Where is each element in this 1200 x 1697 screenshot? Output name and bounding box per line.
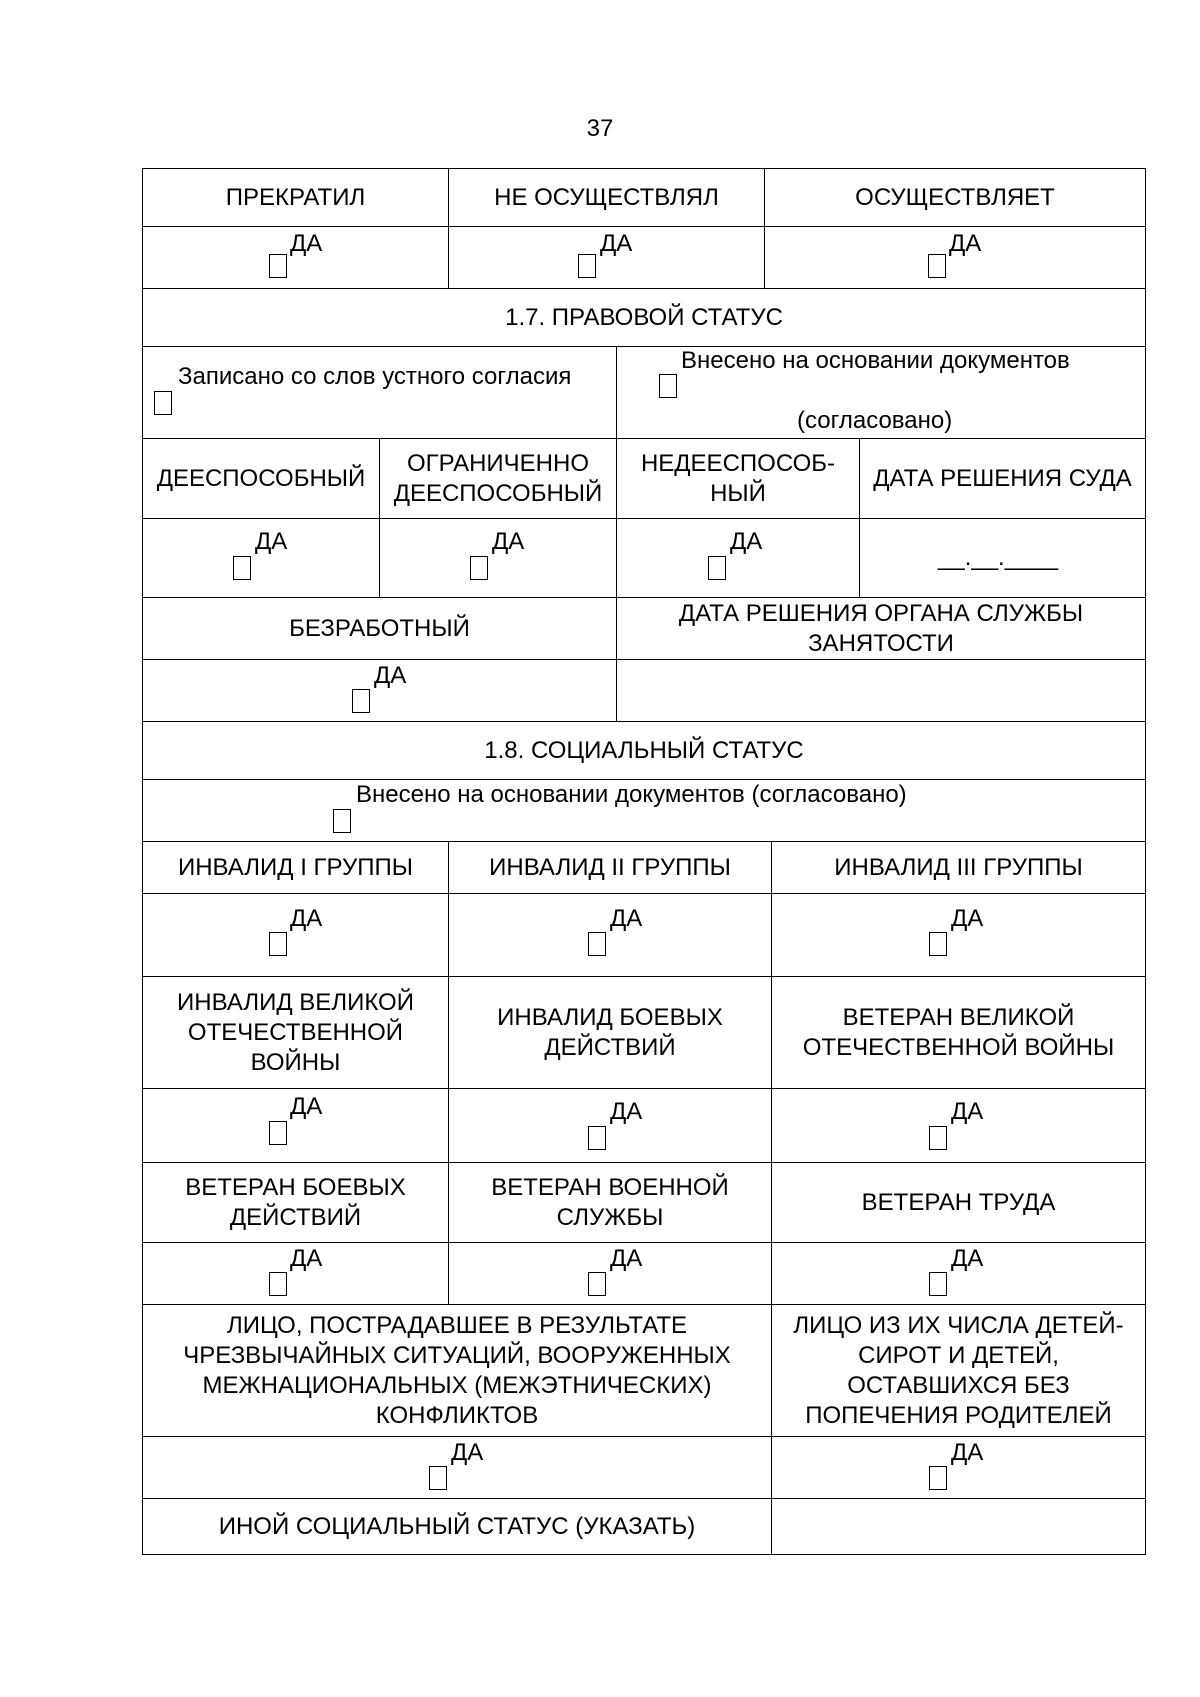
limited-capable-cell <box>380 519 617 597</box>
labor-veteran-checkbox[interactable] <box>929 1272 947 1296</box>
table-row <box>142 288 1146 346</box>
incapable-cell <box>617 519 860 597</box>
combat-veteran-cell <box>143 1243 449 1304</box>
header-wwii-disabled: ИНВАЛИД ВЕЛИКОЙ ОТЕЧЕСТВЕННОЙ ВОЙНЫ <box>143 977 449 1088</box>
header-stopped: ПРЕКРАТИЛ <box>143 169 449 226</box>
performs-cell <box>765 227 1146 288</box>
yes-label: ДА <box>610 1245 643 1272</box>
form-table <box>142 168 1146 1555</box>
header-capable: ДЕЕСПОСОБНЫЙ <box>143 439 380 518</box>
header-combat-veteran: ВЕТЕРАН БОЕВЫХ ДЕЙСТВИЙ <box>143 1163 449 1242</box>
table-row <box>142 1436 1146 1498</box>
yes-label: ДА <box>600 230 633 257</box>
table-row <box>142 1162 1146 1242</box>
yes-label: ДА <box>290 230 323 257</box>
capable-cell <box>143 519 380 597</box>
header-wwii-veteran: ВЕТЕРАН ВЕЛИКОЙ ОТЕЧЕСТВЕННОЙ ВОЙНЫ <box>772 977 1146 1088</box>
limited-capable-checkbox[interactable] <box>470 556 488 580</box>
other-status-field[interactable] <box>772 1499 1146 1554</box>
yes-label: ДА <box>492 528 525 555</box>
social-docs-checkbox[interactable] <box>333 809 351 833</box>
yes-label: ДА <box>951 905 984 932</box>
yes-label: ДА <box>290 905 323 932</box>
unemployed-cell <box>143 660 617 721</box>
docs-consent-checkbox[interactable] <box>659 374 677 398</box>
oral-consent-checkbox[interactable] <box>154 391 172 415</box>
orphan-cell <box>772 1437 1146 1498</box>
labor-veteran-cell <box>772 1243 1146 1304</box>
table-row <box>142 976 1146 1088</box>
yes-label: ДА <box>451 1439 484 1466</box>
yes-label: ДА <box>610 905 643 932</box>
yes-label: ДА <box>951 1098 984 1125</box>
social-docs-cell <box>143 780 1146 841</box>
wwii-veteran-cell <box>772 1089 1146 1162</box>
table-row <box>142 597 1146 659</box>
oral-consent-label: Записано со слов устного согласия <box>178 363 572 390</box>
military-veteran-cell <box>449 1243 772 1304</box>
yes-label: ДА <box>949 230 982 257</box>
header-orphan: ЛИЦО ИЗ ИХ ЧИСЛА ДЕТЕЙ-СИРОТ И ДЕТЕЙ, ОСТАВШИХСЯ БЕЗ ПОПЕЧЕНИЯ РОДИТЕЛЕЙ <box>772 1305 1146 1436</box>
yes-label: ДА <box>374 662 407 689</box>
emergency-victim-cell <box>143 1437 772 1498</box>
table-row <box>142 1498 1146 1555</box>
header-incapable: НЕДЕЕСПОСОБ-НЫЙ <box>617 439 860 518</box>
yes-label: ДА <box>730 528 763 555</box>
stopped-checkbox[interactable] <box>269 254 287 278</box>
wwii-disabled-checkbox[interactable] <box>269 1121 287 1145</box>
table-row <box>142 841 1146 893</box>
docs-consent-cell <box>617 347 1146 438</box>
page-number: 37 <box>586 115 614 142</box>
disabled-1-cell <box>143 894 449 976</box>
section-title-social: 1.8. СОЦИАЛЬНЫЙ СТАТУС <box>143 722 1146 779</box>
table-row <box>142 438 1146 518</box>
yes-label: ДА <box>255 528 288 555</box>
incapable-checkbox[interactable] <box>708 556 726 580</box>
table-row <box>142 659 1146 721</box>
header-labor-veteran: ВЕТЕРАН ТРУДА <box>772 1163 1146 1242</box>
wwii-disabled-cell <box>143 1089 449 1162</box>
disabled-2-checkbox[interactable] <box>588 932 606 956</box>
emergency-victim-checkbox[interactable] <box>429 1466 447 1490</box>
combat-disabled-checkbox[interactable] <box>588 1126 606 1150</box>
disabled-1-checkbox[interactable] <box>269 932 287 956</box>
table-row <box>142 1088 1146 1162</box>
employment-date-field[interactable] <box>617 660 1146 721</box>
social-docs-label: Внесено на основании документов (согласовано) <box>356 781 907 808</box>
header-disabled-1: ИНВАЛИД I ГРУППЫ <box>143 842 449 893</box>
not-performed-cell <box>449 227 765 288</box>
capable-checkbox[interactable] <box>233 556 251 580</box>
section-title-legal: 1.7. ПРАВОВОЙ СТАТУС <box>143 289 1146 346</box>
disabled-2-cell <box>449 894 772 976</box>
header-limited-capable: ОГРАНИЧЕННО ДЕЕСПОСОБНЫЙ <box>380 439 617 518</box>
wwii-veteran-checkbox[interactable] <box>929 1126 947 1150</box>
header-court-date: ДАТА РЕШЕНИЯ СУДА <box>860 439 1146 518</box>
yes-label: ДА <box>951 1439 984 1466</box>
header-disabled-2: ИНВАЛИД II ГРУППЫ <box>449 842 772 893</box>
disabled-3-checkbox[interactable] <box>929 932 947 956</box>
header-employment-date: ДАТА РЕШЕНИЯ ОРГАНА СЛУЖБЫ ЗАНЯТОСТИ <box>617 598 1146 659</box>
table-row <box>142 893 1146 976</box>
table-row <box>142 721 1146 779</box>
court-date-blank: __.__.____ <box>938 544 1059 571</box>
not-performed-checkbox[interactable] <box>578 254 596 278</box>
yes-label: ДА <box>290 1245 323 1272</box>
table-row <box>142 226 1146 288</box>
header-military-veteran: ВЕТЕРАН ВОЕННОЙ СЛУЖБЫ <box>449 1163 772 1242</box>
yes-label: ДА <box>610 1098 643 1125</box>
table-row <box>142 346 1146 438</box>
header-not-performed: НЕ ОСУЩЕСТВЛЯЛ <box>449 169 765 226</box>
table-row <box>142 1242 1146 1304</box>
unemployed-checkbox[interactable] <box>352 689 370 713</box>
disabled-3-cell <box>772 894 1146 976</box>
header-performs: ОСУЩЕСТВЛЯЕТ <box>765 169 1146 226</box>
table-row <box>142 1304 1146 1436</box>
docs-consent-label: Внесено на основании документов <box>681 347 1070 374</box>
yes-label: ДА <box>951 1245 984 1272</box>
header-combat-disabled: ИНВАЛИД БОЕВЫХ ДЕЙСТВИЙ <box>449 977 772 1088</box>
military-veteran-checkbox[interactable] <box>588 1272 606 1296</box>
header-disabled-3: ИНВАЛИД III ГРУППЫ <box>772 842 1146 893</box>
combat-veteran-checkbox[interactable] <box>269 1272 287 1296</box>
header-unemployed: БЕЗРАБОТНЫЙ <box>143 598 617 659</box>
header-other-status: ИНОЙ СОЦИАЛЬНЫЙ СТАТУС (УКАЗАТЬ) <box>143 1499 772 1554</box>
header-emergency-victim: ЛИЦО, ПОСТРАДАВШЕЕ В РЕЗУЛЬТАТЕ ЧРЕЗВЫЧАЙНЫХ СИТУАЦИЙ, ВООРУЖЕННЫХ МЕЖНАЦИОНАЛЬНЫХ (МЕЖЭТНИЧЕСКИХ) КОНФЛИКТОВ <box>143 1305 772 1436</box>
performs-checkbox[interactable] <box>928 254 946 278</box>
court-date-cell[interactable] <box>860 519 1146 597</box>
table-row <box>142 779 1146 841</box>
oral-consent-cell <box>143 347 617 438</box>
table-row <box>142 518 1146 597</box>
combat-disabled-cell <box>449 1089 772 1162</box>
table-row <box>142 168 1146 226</box>
docs-consent-note: (согласовано) <box>797 407 953 434</box>
orphan-checkbox[interactable] <box>929 1466 947 1490</box>
yes-label: ДА <box>290 1093 323 1120</box>
stopped-cell <box>143 227 449 288</box>
